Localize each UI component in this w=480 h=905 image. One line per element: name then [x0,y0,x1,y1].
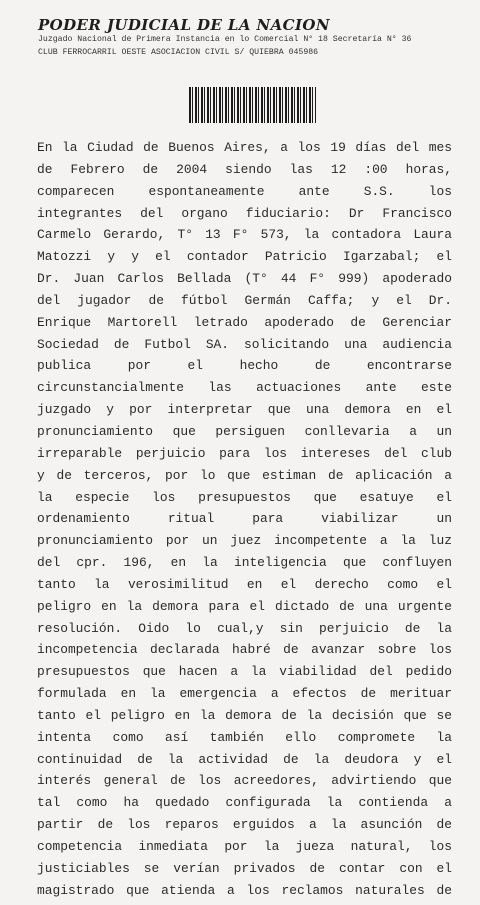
body-line: intenta como así también ello compromete la [37,729,452,745]
body-line: irreparable perjuicio para los intereses del club [37,445,452,461]
body-line: justiciables se verían privados de contar con el [37,860,452,876]
body-line: peligro en la demora para el dictado de una urgente [37,598,452,614]
body-line: interés general de los acreedores, advirtiendo que [37,773,452,789]
body-line: partir de los reparos erguidos a la asunción de [37,817,452,833]
body-line: presupuestos que hacen a la viabilidad del pedido [37,664,452,680]
body-line: Dr. Juan Carlos Bellada (T° 44 F° 999) apoderado [37,271,452,287]
case-caption: CLUB FERROCARRIL OESTE ASOCIACION CIVIL S/ QUIEBRA 045986 [38,48,319,57]
body-line: magistrado que atienda a los reclamos naturales de [37,882,452,898]
body-line: pronunciamiento por un juez incompetente a la luz [37,533,452,549]
body-line: del cpr. 196, en la inteligencia que confluyen [37,555,452,571]
body-line: ordenamiento ritual para viabilizar un [37,511,452,527]
body-line: tal como ha quedado configurada la contienda a [37,795,452,811]
body-line: tanto el peligro en la demora de la decisión que se [37,707,452,723]
body-line: la especie los presupuestos que esatuye el [37,489,452,505]
body-line: de Febrero de 2004 siendo las 12 :00 horas, [37,161,452,177]
body-line: formulada en la emergencia a efectos de merituar [37,686,452,702]
body-line: publica por el hecho de encontrarse [37,358,452,374]
body-line: Matozzi y y el contador Patricio Igarzabal; el [37,249,452,265]
body-line: resolución. Oido lo cual,y sin perjuicio de la [37,620,452,636]
body-line: incompetencia declarada habré de avanzar sobre los [37,642,452,658]
body-line: Enrique Martorell letrado apoderado de Gerenciar [37,314,452,330]
body-line: tanto la verosimilitud en el derecho como el [37,576,452,592]
body-line: juzgado y por interpretar que una demora en el [37,402,452,418]
body-line: del jugador de fútbol Germán Caffa; y el Dr. [37,292,452,308]
body-line: integrantes del organo fiduciario: Dr Francisco [37,205,452,221]
body-line: comparecen espontaneamente ante S.S. los [37,183,452,199]
body-line: Sociedad de Futbol SA. solicitando una audiencia [37,336,452,352]
document-body [37,137,452,902]
body-line: y de terceros, por lo que estiman de aplicación a [37,467,452,483]
court-header-title: PODER JUDICIAL DE LA NACION [38,16,330,34]
court-subheader: Juzgado Nacional de Primera Instancia en lo Comercial N° 18 Secretaría N° 36 [38,35,412,44]
body-line: En la Ciudad de Buenos Aires, a los 19 días del mes [37,140,452,155]
body-line: pronunciamiento que persiguen conllevaria a un [37,423,452,439]
barcode-icon [189,85,316,123]
body-line: Carmelo Gerardo, T° 13 F° 573, la contadora Laura [37,227,452,243]
body-line: competencia inmediata por la jueza natural, los [37,839,452,854]
body-line: continuidad de la actividad de la deudora y el [37,751,452,767]
body-line: circunstancialmente las actuaciones ante este [37,380,452,396]
